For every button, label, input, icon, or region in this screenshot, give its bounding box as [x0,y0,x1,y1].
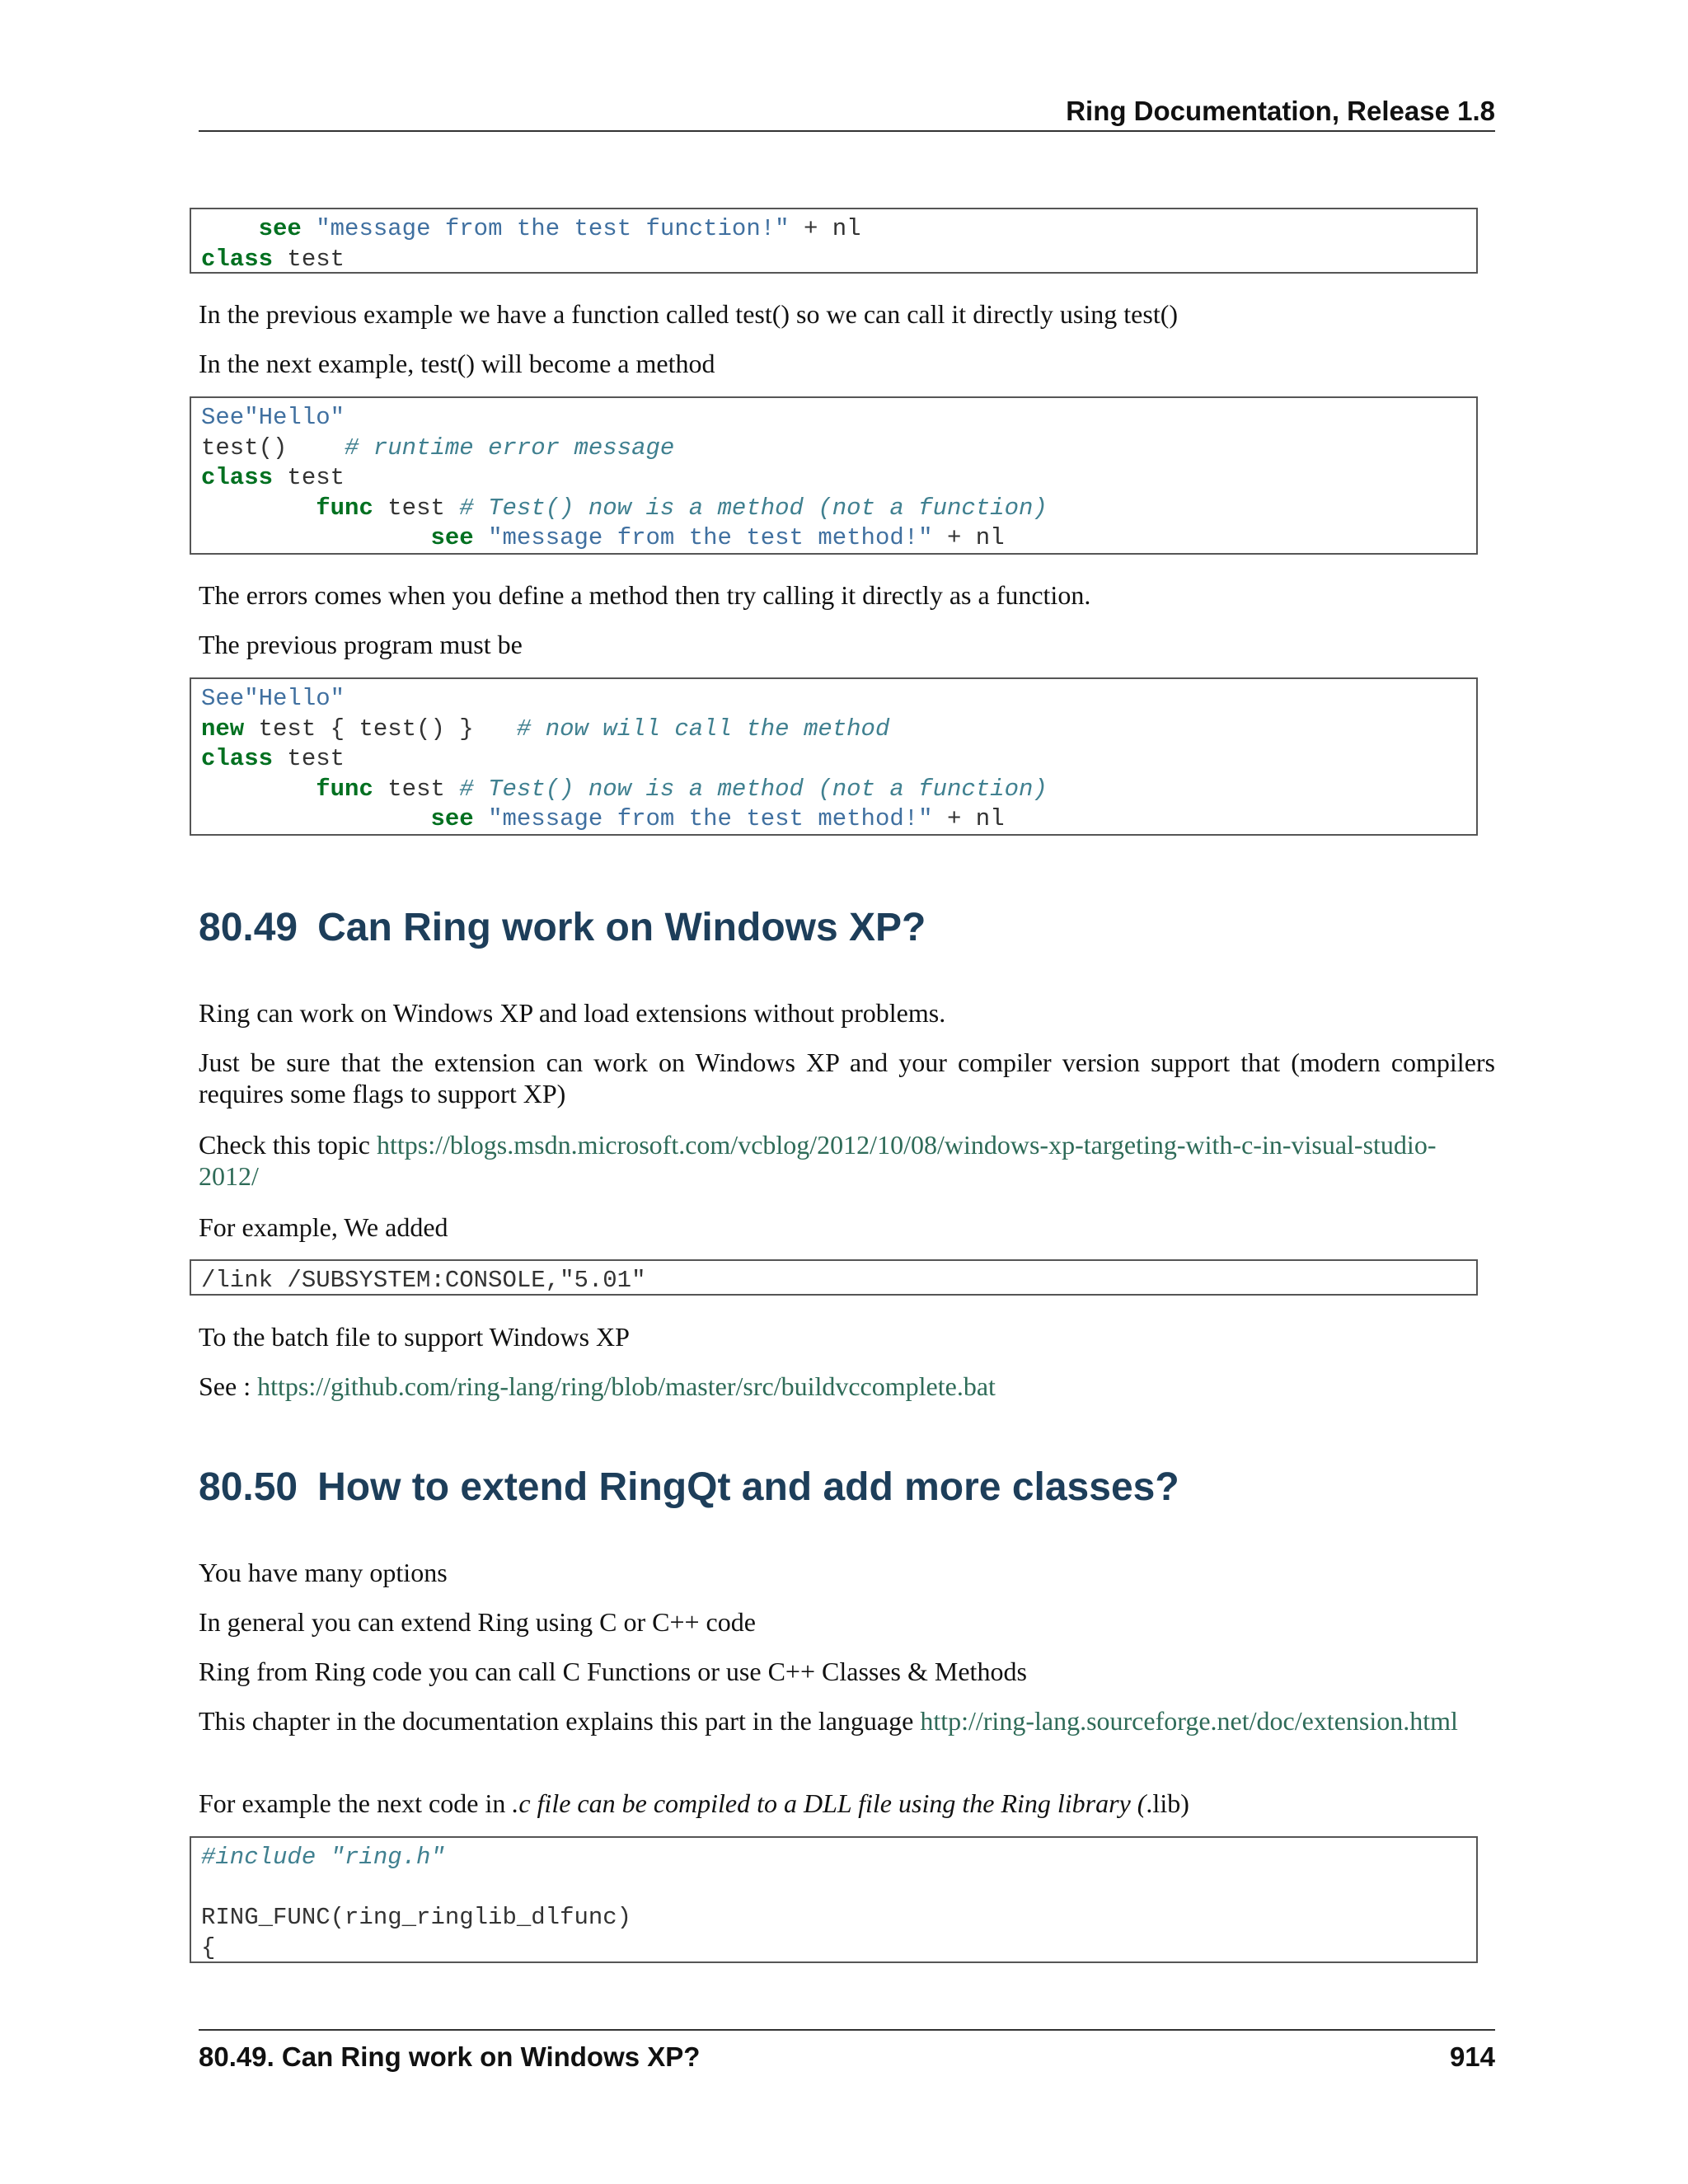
extension-doc-link[interactable]: http://ring-lang.sourceforge.net/doc/extension.html [920,1706,1458,1736]
code-keyword: new [201,715,245,743]
code-line [201,245,1466,274]
code-block-runtime-error [190,396,1478,555]
paragraph-text: Check this topic [199,1130,377,1160]
code-line: #include "ring.h" [201,1844,445,1871]
code-line: /link /SUBSYSTEM:CONSOLE,"5.01" [201,1267,646,1294]
code-text: test [273,464,345,492]
paragraph [199,1788,1495,1819]
code-comment: # Test() now is a method (not a function) [459,494,1048,522]
code-keyword: class [201,464,274,492]
paragraph-text: See : [199,1371,258,1401]
section-number: 80.49 [199,906,298,949]
paragraph: The errors comes when you define a method then try calling it directly as a function. [199,580,1091,610]
code-keyword: see [430,524,474,552]
code-line [201,434,1466,464]
github-batch-link[interactable]: https://github.com/ring-lang/ring/blob/master/src/buildvccomplete.bat [257,1371,996,1401]
msdn-blog-link[interactable]: https://blogs.msdn.microsoft.com/vcblog/2012/10/08/windows-xp-targeting-with-c-in-visual-studio-2012/ [199,1130,1437,1191]
code-comment: # now will call the method [516,715,890,743]
code-line [201,463,1466,494]
code-line: See"Hello" [201,685,345,712]
code-text: + nl [932,805,1005,833]
paragraph: For example, We added [199,1212,448,1242]
code-text: test [373,775,460,803]
section-number: 80.50 [199,1465,298,1509]
code-keyword: class [201,245,274,273]
code-text: + nl [789,215,861,242]
paragraph [199,1705,1495,1736]
code-text: test [273,745,345,773]
code-text: test() [201,434,288,462]
paragraph-emphasis: .c file can be compiled to a DLL file using the Ring library ( [512,1788,1146,1818]
code-text: test [373,494,460,522]
code-line [201,715,1466,745]
section-title: Can Ring work on Windows XP? [317,906,926,949]
code-comment: # runtime error message [345,434,675,462]
code-comment: # Test() now is a method (not a function) [459,775,1048,803]
code-keyword: see [258,215,302,242]
section-heading-windows-xp [199,904,926,952]
code-line [201,494,1466,524]
page-number: 914 [1449,2041,1495,2072]
paragraph: In the previous example we have a function called test() so we can call it directly using test() [199,299,1179,329]
code-keyword: func [316,775,373,803]
section-title: How to extend RingQt and add more classes? [317,1465,1179,1509]
paragraph: The previous program must be [199,630,523,659]
page-header [199,92,1495,132]
code-line: RING_FUNC(ring_ringlib_dlfunc) [201,1904,632,1932]
paragraph-text: For example the next code in [199,1788,513,1818]
code-line [201,804,1466,835]
code-line [201,775,1466,805]
paragraph-text: This chapter in the documentation explains this part in the language [199,1706,921,1736]
code-string: "message from the test function!" [316,215,790,242]
paragraph: Just be sure that the extension can work on Windows XP and your compiler version support that (modern compilers requires some flags to support XP) [199,1047,1495,1108]
code-text: test [273,245,345,273]
paragraph [199,1371,1495,1402]
code-line: { [201,1933,216,1961]
code-line [201,214,1466,245]
code-block-test-function [190,208,1478,274]
paragraph: Ring from Ring code you can call C Functions or use C++ Classes & Methods [199,1657,1027,1686]
page [199,0,1495,2184]
code-text: test { test() } [244,715,474,743]
footer-section: 80.49. Can Ring work on Windows XP? [199,2041,701,2072]
paragraph-text: .lib) [1146,1788,1189,1818]
code-keyword: class [201,745,274,773]
code-line: See"Hello" [201,404,345,431]
page-footer [199,2029,1495,2072]
paragraph [199,1129,1495,1192]
paragraph: To the batch file to support Windows XP [199,1322,630,1352]
code-block-link-flag [190,1259,1478,1296]
code-indent [201,215,259,242]
section-heading-extend-ringqt [199,1464,1179,1511]
code-string: "message from the test method!" [488,524,933,552]
code-keyword: see [430,805,474,833]
code-string: "message from the test method!" [488,805,933,833]
paragraph: In general you can extend Ring using C or C++ code [199,1607,756,1637]
code-text: + nl [932,524,1005,552]
code-line-blank [201,1873,1466,1904]
code-block-fixed-program [190,677,1478,836]
code-block-ring-func [190,1836,1478,1963]
paragraph: You have many options [199,1558,448,1587]
paragraph: Ring can work on Windows XP and load extensions without problems. [199,998,946,1028]
code-line [201,744,1466,775]
paragraph: In the next example, test() will become a method [199,349,715,378]
header-title: Ring Documentation, Release 1.8 [1066,96,1495,126]
code-line [201,523,1466,554]
code-keyword: func [316,494,373,522]
